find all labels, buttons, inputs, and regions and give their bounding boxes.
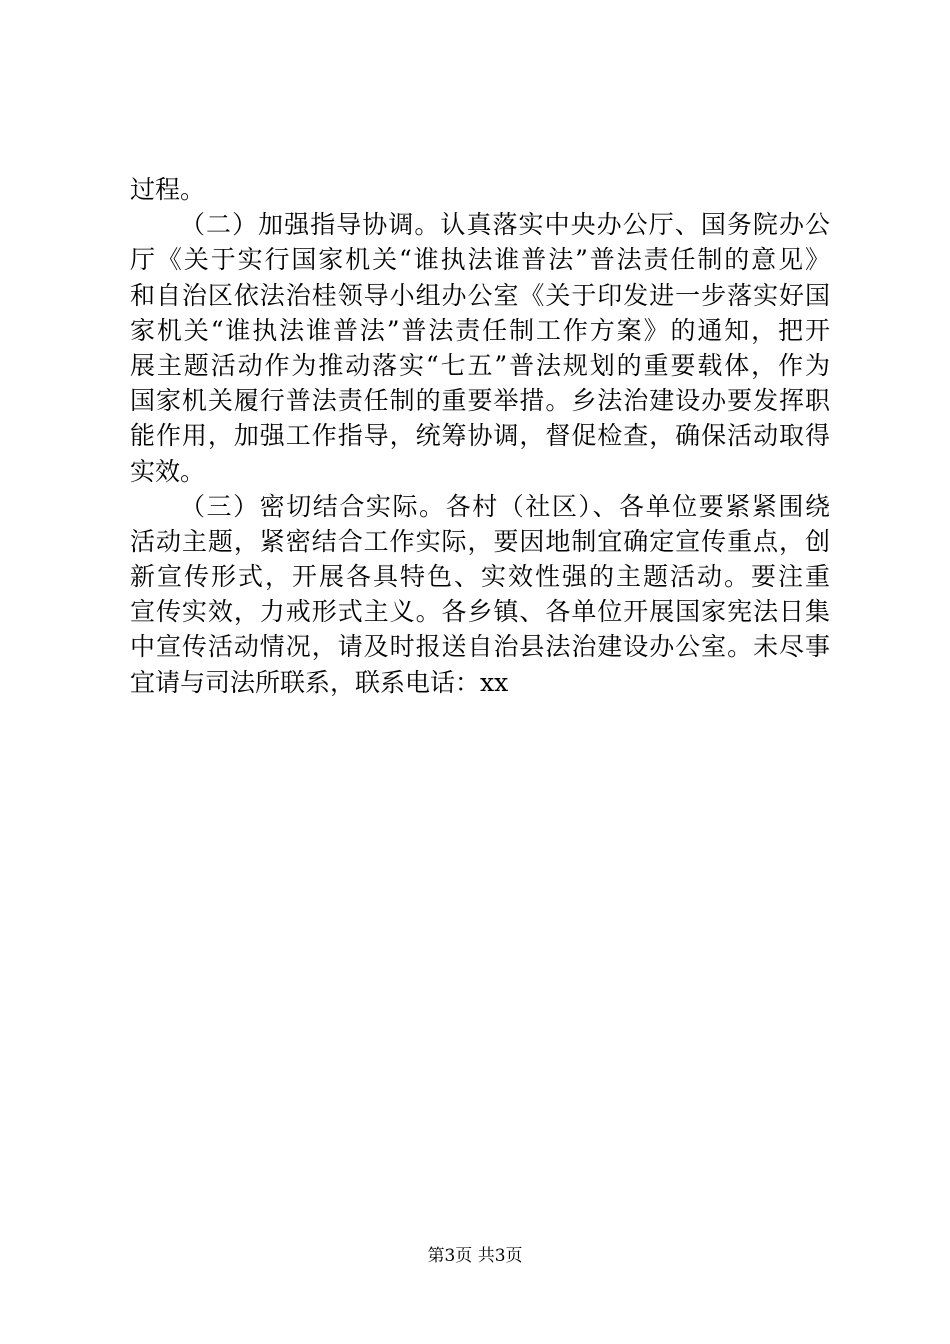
paragraph-continuation [130, 172, 830, 207]
text-line: （二）加强指导协调。认真落实中央办公厅、国务院办公 [180, 210, 830, 240]
text-line: 过程。 [130, 175, 206, 204]
text-line: 和自治区依法治桂领导小组办公室《关于印发进一步落实好国 [130, 280, 830, 310]
text-line: 家机关“谁执法谁普法”普法责任制工作方案》的通知，把开 [130, 315, 830, 345]
text-line: 新宣传形式，开展各具特色、实效性强的主题活动。要注重 [130, 562, 830, 592]
document-body [130, 172, 830, 700]
text-line: 宜请与司法所联系，联系电话：xx [130, 667, 509, 697]
text-line: 国家机关履行普法责任制的重要举措。乡法治建设办要发挥职 [130, 386, 830, 416]
text-line: （三）密切结合实际。各村（社区）、各单位要紧紧围绕 [180, 491, 830, 521]
paragraph-strengthen-guidance [130, 207, 830, 489]
text-line: 厅《关于实行国家机关“谁执法谁普法”普法责任制的意见》 [130, 245, 830, 275]
text-line: 展主题活动作为推动落实“七五”普法规划的重要载体，作为 [130, 350, 830, 380]
text-line: 实效。 [130, 456, 206, 486]
page-number-footer: 第3页 共3页 [427, 1246, 523, 1266]
paragraph-combine-practice [130, 489, 830, 700]
text-line: 能作用，加强工作指导，统筹协调，督促检查，确保活动取得 [130, 421, 830, 451]
text-line: 活动主题，紧密结合工作实际，要因地制宜确定宣传重点，创 [130, 526, 830, 556]
text-line: 中宣传活动情况，请及时报送自治县法治建设办公室。未尽事 [130, 632, 830, 662]
text-line: 宣传实效，力戒形式主义。各乡镇、各单位开展国家宪法日集 [130, 597, 830, 627]
